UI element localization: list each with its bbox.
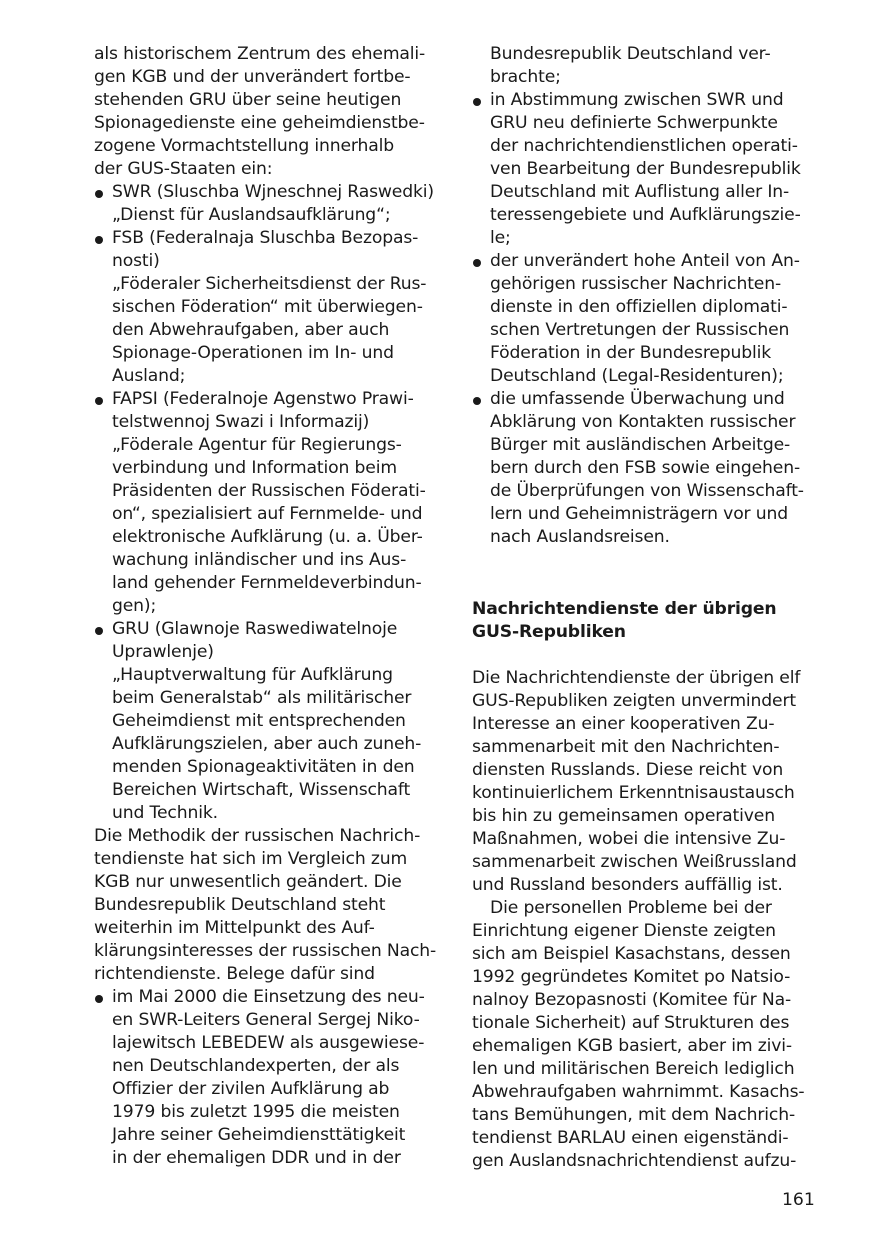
list-item-line: bern durch den FSB sowie eingehen- xyxy=(490,458,801,478)
text-line: Interesse an einer kooperativen Zu- xyxy=(472,714,775,734)
list-item-line: le; xyxy=(490,228,511,248)
list-item-line: „Föderaler Sicherheitsdienst der Rus- xyxy=(112,274,427,294)
bullet-text: FAPSI (Federalnoje Agenstwo Prawi- xyxy=(112,389,414,409)
list-item-line: 1979 bis zuletzt 1995 die meisten xyxy=(112,1102,400,1122)
list-item-line: Die personellen Probleme bei der xyxy=(490,898,772,918)
text-line: tans Bemühungen, mit dem Nachrich- xyxy=(472,1105,795,1125)
bullet-text: der unverändert hohe Anteil von An- xyxy=(490,251,800,271)
text-line: diensten Russlands. Diese reicht von xyxy=(472,760,784,780)
text-line: kontinuierlichem Erkenntnisaustausch xyxy=(472,783,795,803)
text-line: sammenarbeit mit den Nachrichten- xyxy=(472,737,780,757)
bullet-text: in Abstimmung zwischen SWR und xyxy=(490,90,784,110)
text-line: klärungsinteresses der russischen Nach- xyxy=(94,941,437,961)
text-line: Abwehraufgaben wahrnimmt. Kasachs- xyxy=(472,1082,805,1102)
list-item-line: Deutschland (Legal-Residenturen); xyxy=(490,366,784,386)
text-line: sammenarbeit zwischen Weißrussland xyxy=(472,852,797,872)
text-line: als historischem Zentrum des ehemali- xyxy=(94,44,426,64)
list-item-line: Spionage-Operationen im In- und xyxy=(112,343,394,363)
list-item-line: telstwennoj Swazi i Informazij) xyxy=(112,412,370,432)
text-line: und Russland besonders auffällig ist. xyxy=(472,875,783,895)
bullet-text: FSB (Federalnaja Sluschba Bezopas- xyxy=(112,228,419,248)
list-item-line: en SWR-Leiters General Sergej Niko- xyxy=(112,1010,420,1030)
list-item-line: nach Auslandsreisen. xyxy=(490,527,670,547)
list-item-line: Bereichen Wirtschaft, Wissenschaft xyxy=(112,780,411,800)
list-item-line: und Technik. xyxy=(112,803,218,823)
list-item-line: Deutschland mit Auflistung aller In- xyxy=(490,182,790,202)
text-line: GUS-Republiken zeigten unvermindert xyxy=(472,691,796,711)
list-item-line: nen Deutschlandexperten, der als xyxy=(112,1056,400,1076)
list-item-line: gen); xyxy=(112,596,157,616)
text-line: tionale Sicherheit) auf Strukturen des xyxy=(472,1013,790,1033)
list-item-line: dienste in den offiziellen diplomati- xyxy=(490,297,788,317)
page-number: 161 xyxy=(782,1190,815,1210)
text-line: Die Nachrichtendienste der übrigen elf xyxy=(472,668,801,688)
list-item-line: Jahre seiner Geheimdiensttätigkeit xyxy=(112,1125,406,1145)
list-item-line: beim Generalstab“ als militärischer xyxy=(112,688,412,708)
list-item-line: Abklärung von Kontakten russischer xyxy=(490,412,796,432)
list-item-line: land gehender Fernmeldeverbindun- xyxy=(112,573,422,593)
list-item-line: GRU neu definierte Schwerpunkte xyxy=(490,113,778,133)
list-item-line: wachung inländischer und ins Aus- xyxy=(112,550,407,570)
text-line: tendienste hat sich im Vergleich zum xyxy=(94,849,408,869)
list-item-line: Ausland; xyxy=(112,366,186,386)
bullet-text: im Mai 2000 die Einsetzung des neu- xyxy=(112,987,425,1007)
list-item-line: lern und Geheimnisträgern vor und xyxy=(490,504,789,524)
list-item-line: Föderation in der Bundesrepublik xyxy=(490,343,772,363)
list-item-line: brachte; xyxy=(490,67,561,87)
list-item-line: schen Vertretungen der Russischen xyxy=(490,320,790,340)
list-item-line: Bundesrepublik Deutschland ver- xyxy=(490,44,771,64)
section-heading-line: GUS-Republiken xyxy=(472,622,626,642)
list-item-line: menden Spionageaktivitäten in den xyxy=(112,757,415,777)
section-heading-line: Nachrichtendienste der übrigen xyxy=(472,599,777,619)
text-line: Spionagedienste eine geheimdienstbe- xyxy=(94,113,425,133)
list-item-line: elektronische Aufklärung (u. a. Über- xyxy=(112,527,423,547)
text-line: weiterhin im Mittelpunkt des Auf- xyxy=(94,918,375,938)
text-line: Maßnahmen, wobei die intensive Zu- xyxy=(472,829,786,849)
text-line: Bundesrepublik Deutschland steht xyxy=(94,895,386,915)
text-line: Einrichtung eigener Dienste zeigten xyxy=(472,921,776,941)
text-line: gen Auslandsnachrichtendienst aufzu- xyxy=(472,1151,797,1171)
text-line: bis hin zu gemeinsamen operativen xyxy=(472,806,775,826)
text-line: gen KGB und der unverändert fortbe- xyxy=(94,67,411,87)
list-item-line: Präsidenten der Russischen Föderati- xyxy=(112,481,426,501)
text-line: sich am Beispiel Kasachstans, dessen xyxy=(472,944,791,964)
text-line: stehenden GRU über seine heutigen xyxy=(94,90,402,110)
bullet-text: SWR (Sluschba Wjneschnej Raswedki) xyxy=(112,182,434,202)
text-line: nalnoy Bezopasnosti (Komitee für Na- xyxy=(472,990,792,1010)
text-line: zogene Vormachtstellung innerhalb xyxy=(94,136,395,156)
text-line: KGB nur unwesentlich geändert. Die xyxy=(94,872,402,892)
list-item-line: de Überprüfungen von Wissenschaft- xyxy=(490,481,804,501)
list-item-line: verbindung und Information beim xyxy=(112,458,397,478)
bullet-text: die umfassende Überwachung und xyxy=(490,389,785,409)
list-item-line: der nachrichtendienstlichen operati- xyxy=(490,136,798,156)
list-item-line: Offizier der zivilen Aufklärung ab xyxy=(112,1079,390,1099)
text-line: tendienst BARLAU einen eigenständi- xyxy=(472,1128,789,1148)
list-item-line: lajewitsch LEBEDEW als ausgewiese- xyxy=(112,1033,425,1053)
text-line: Die Methodik der russischen Nachrich- xyxy=(94,826,421,846)
text-line: richtendienste. Belege dafür sind xyxy=(94,964,375,984)
list-item-line: Bürger mit ausländischen Arbeitge- xyxy=(490,435,791,455)
list-item-line: „Hauptverwaltung für Aufklärung xyxy=(112,665,393,685)
list-item-line: nosti) xyxy=(112,251,160,271)
list-item-line: gehörigen russischer Nachrichten- xyxy=(490,274,781,294)
text-line: der GUS-Staaten ein: xyxy=(94,159,273,179)
list-item-line: on“, spezialisiert auf Fernmelde- und xyxy=(112,504,423,524)
list-item-line: den Abwehraufgaben, aber auch xyxy=(112,320,390,340)
text-line: len und militärischen Bereich lediglich xyxy=(472,1059,795,1079)
bullet-text: GRU (Glawnoje Raswediwatelnoje xyxy=(112,619,398,639)
list-item-line: Aufklärungszielen, aber auch zuneh- xyxy=(112,734,422,754)
list-item-line: Uprawlenje) xyxy=(112,642,214,662)
list-item-line: teressengebiete und Aufklärungszie- xyxy=(490,205,801,225)
text-line: ehemaligen KGB basiert, aber im zivi- xyxy=(472,1036,792,1056)
list-item-line: Geheimdienst mit entsprechenden xyxy=(112,711,406,731)
list-item-line: ven Bearbeitung der Bundesrepublik xyxy=(490,159,801,179)
list-item-line: in der ehemaligen DDR und in der xyxy=(112,1148,401,1168)
list-item-line: sischen Föderation“ mit überwiegen- xyxy=(112,297,423,317)
list-item-line: „Föderale Agentur für Regierungs- xyxy=(112,435,402,455)
text-line: 1992 gegründetes Komitet po Natsio- xyxy=(472,967,791,987)
list-item-line: „Dienst für Auslandsaufklärung“; xyxy=(112,205,391,225)
